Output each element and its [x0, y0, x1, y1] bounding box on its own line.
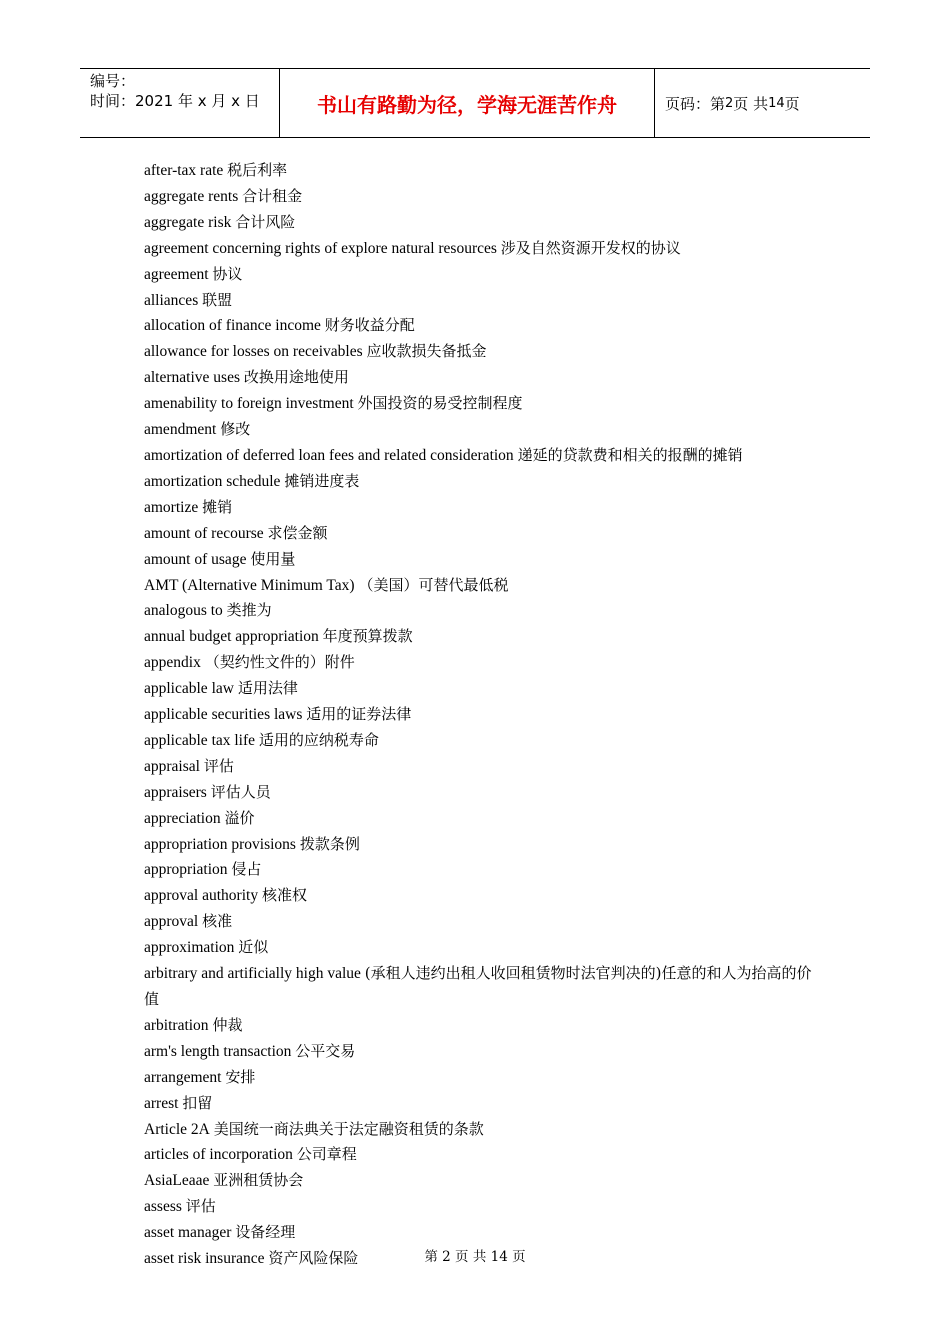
glossary-entry: [144, 365, 824, 391]
entry-translation: 美国统一商法典关于法定融资租赁的条款: [213, 1119, 484, 1138]
glossary-entry: [144, 754, 824, 780]
glossary-entry: [144, 624, 824, 650]
entry-translation: 近似: [238, 938, 269, 957]
entry-term: arbitrary and artificially high value: [144, 965, 361, 983]
entry-term: applicable law: [144, 680, 234, 698]
entry-term: arbitration: [144, 1016, 209, 1034]
entry-term: amount of recourse: [144, 524, 264, 542]
entry-term: appropriation: [144, 861, 228, 879]
entry-term: annual budget appropriation: [144, 628, 319, 646]
glossary-entry: [144, 832, 824, 858]
footer-prefix: 第: [424, 1249, 438, 1265]
footer-suffix: 页: [512, 1249, 526, 1265]
entry-translation: 仲裁: [212, 1015, 243, 1034]
entry-term: allocation of finance income: [144, 317, 321, 335]
entry-term: approval authority: [144, 887, 259, 905]
glossary-entry: [144, 702, 824, 728]
entry-translation: 资产风险保险: [268, 1249, 359, 1268]
glossary-entry: [144, 1065, 824, 1091]
header-page-total: 14: [768, 95, 785, 111]
entry-term: amount of usage: [144, 550, 247, 568]
entry-translation: （契约性文件的）附件: [204, 653, 355, 672]
glossary-entry: [144, 909, 824, 935]
entry-term: applicable tax life: [144, 731, 256, 749]
entry-translation: 外国投资的易受控制程度: [357, 394, 523, 413]
entry-term: allowance for losses on receivables: [144, 343, 363, 361]
entry-translation: 协议: [212, 264, 243, 283]
glossary-entry: [144, 262, 824, 288]
entry-translation: 侵占: [231, 860, 262, 879]
header-page-mid: 页 共: [733, 94, 769, 113]
entry-translation: 税后利率: [227, 161, 288, 179]
glossary-entry: [144, 443, 824, 469]
entry-translation: (承租人违约出租人收回租赁物时法官判决的)任意的和人为抬高的价值: [144, 964, 812, 1008]
entry-term: amenability to foreign investment: [144, 395, 354, 413]
entry-translation: 核准: [202, 912, 233, 931]
glossary-entry: [144, 469, 824, 495]
glossary-entry: [144, 313, 824, 339]
glossary-entry: [144, 598, 824, 624]
entry-term: arm's length transaction: [144, 1042, 292, 1060]
entry-term: AsiaLeaae: [144, 1172, 210, 1190]
glossary-entry: [144, 158, 824, 184]
entry-translation: 核准权: [261, 886, 307, 905]
entry-translation: 适用的证券法律: [306, 705, 412, 724]
entry-translation: 公司章程: [296, 1145, 357, 1164]
entry-term: appropriation provisions: [144, 835, 296, 853]
document-date: 时间：2021 年 x 月 x 日: [90, 92, 260, 110]
glossary-entry: [144, 1168, 824, 1194]
glossary-entry: [144, 728, 824, 754]
entry-term: amortization of deferred loan fees and related consideration: [144, 446, 514, 464]
glossary-entry: [144, 935, 824, 961]
entry-translation: 递延的贷款费和相关的报酬的摊销: [517, 445, 743, 464]
glossary-entry: [144, 184, 824, 210]
entry-term: approval: [144, 913, 199, 931]
entry-term: appraisal: [144, 757, 200, 775]
document-number-label: 编号：: [90, 72, 136, 90]
entry-term: assess: [144, 1198, 182, 1216]
entry-translation: 联盟: [202, 290, 233, 309]
entry-term: amendment: [144, 421, 217, 439]
glossary-entry: [144, 573, 824, 599]
entry-translation: 类推为: [226, 601, 272, 620]
glossary-entry: [144, 961, 824, 1013]
glossary-list: [144, 158, 824, 1272]
glossary-entry: [144, 1220, 824, 1246]
glossary-entry: [144, 650, 824, 676]
entry-translation: 财务收益分配: [324, 316, 415, 335]
entry-term: Article 2A: [144, 1120, 210, 1138]
entry-translation: 涉及自然资源开发权的协议: [500, 238, 681, 257]
entry-translation: 适用的应纳税寿命: [258, 730, 379, 749]
entry-translation: 扣留: [182, 1093, 213, 1112]
glossary-entry: [144, 236, 824, 262]
entry-term: AMT (Alternative Minimum Tax): [144, 576, 355, 594]
entry-translation: 年度预算拨款: [322, 627, 413, 646]
glossary-entry: [144, 288, 824, 314]
entry-translation: 适用法律: [237, 679, 298, 698]
entry-term: amortization schedule: [144, 472, 281, 490]
header-meta-cell: [80, 69, 280, 137]
entry-translation: 设备经理: [235, 1223, 296, 1242]
entry-term: appendix: [144, 654, 201, 672]
glossary-entry: [144, 1142, 824, 1168]
entry-translation: 评估: [185, 1197, 216, 1216]
header-page-current: 2: [725, 95, 734, 111]
entry-translation: 溢价: [224, 808, 255, 827]
entry-term: aggregate risk: [144, 213, 232, 231]
entry-term: analogous to: [144, 602, 223, 620]
glossary-entry: [144, 1194, 824, 1220]
entry-term: appraisers: [144, 783, 207, 801]
glossary-entry: [144, 210, 824, 236]
glossary-entry: [144, 391, 824, 417]
entry-translation: 评估: [203, 756, 234, 775]
entry-translation: 安排: [225, 1067, 256, 1086]
glossary-entry: [144, 1039, 824, 1065]
footer-mid: 页 共: [455, 1249, 487, 1265]
entry-translation: 拨款条例: [299, 834, 360, 853]
entry-translation: 合计租金: [242, 186, 303, 205]
entry-term: alternative uses: [144, 369, 240, 387]
header-page-suffix: 页: [784, 94, 800, 113]
glossary-entry: [144, 780, 824, 806]
glossary-entry: [144, 1091, 824, 1117]
entry-translation: 摊销: [202, 497, 233, 516]
entry-translation: 求偿金额: [267, 523, 328, 542]
glossary-entry: [144, 547, 824, 573]
header-motto: 书山有路勤为径，学海无涯苦作舟: [280, 69, 655, 137]
glossary-entry: [144, 521, 824, 547]
entry-translation: 使用量: [250, 549, 296, 568]
entry-translation: 应收款损失备抵金: [366, 342, 487, 361]
page-footer: [0, 1245, 950, 1268]
entry-term: arrangement: [144, 1068, 222, 1086]
entry-translation: 合计风险: [235, 212, 296, 231]
entry-translation: 摊销进度表: [284, 471, 360, 490]
glossary-entry: [144, 339, 824, 365]
glossary-entry: [144, 495, 824, 521]
entry-term: arrest: [144, 1094, 179, 1112]
entry-term: applicable securities laws: [144, 706, 303, 724]
entry-term: articles of incorporation: [144, 1146, 293, 1164]
entry-term: aggregate rents: [144, 187, 239, 205]
entry-translation: 亚洲租赁协会: [213, 1171, 304, 1190]
footer-current-page: 2: [442, 1249, 451, 1265]
entry-translation: （美国）可替代最低税: [358, 575, 509, 594]
entry-term: alliances: [144, 291, 199, 309]
glossary-entry: [144, 676, 824, 702]
entry-term: asset risk insurance: [144, 1250, 265, 1268]
entry-translation: 公平交易: [295, 1041, 356, 1060]
entry-translation: 改换用途地使用: [243, 368, 349, 387]
glossary-entry: [144, 806, 824, 832]
glossary-entry: [144, 883, 824, 909]
glossary-entry: [144, 857, 824, 883]
page-header: [80, 68, 870, 138]
entry-translation: 评估人员: [210, 782, 271, 801]
entry-term: agreement: [144, 265, 209, 283]
entry-translation: 修改: [220, 420, 251, 439]
entry-term: appreciation: [144, 809, 221, 827]
glossary-entry: [144, 1013, 824, 1039]
entry-term: amortize: [144, 498, 199, 516]
header-page-info: [655, 69, 870, 137]
glossary-entry: [144, 417, 824, 443]
entry-term: after-tax rate: [144, 162, 224, 179]
glossary-entry: [144, 1117, 824, 1143]
entry-term: approximation: [144, 939, 235, 957]
entry-term: asset manager: [144, 1224, 232, 1242]
entry-term: agreement concerning rights of explore natural resources: [144, 239, 497, 257]
footer-total-pages: 14: [490, 1249, 508, 1265]
header-page-prefix: 页码：第: [665, 94, 726, 113]
